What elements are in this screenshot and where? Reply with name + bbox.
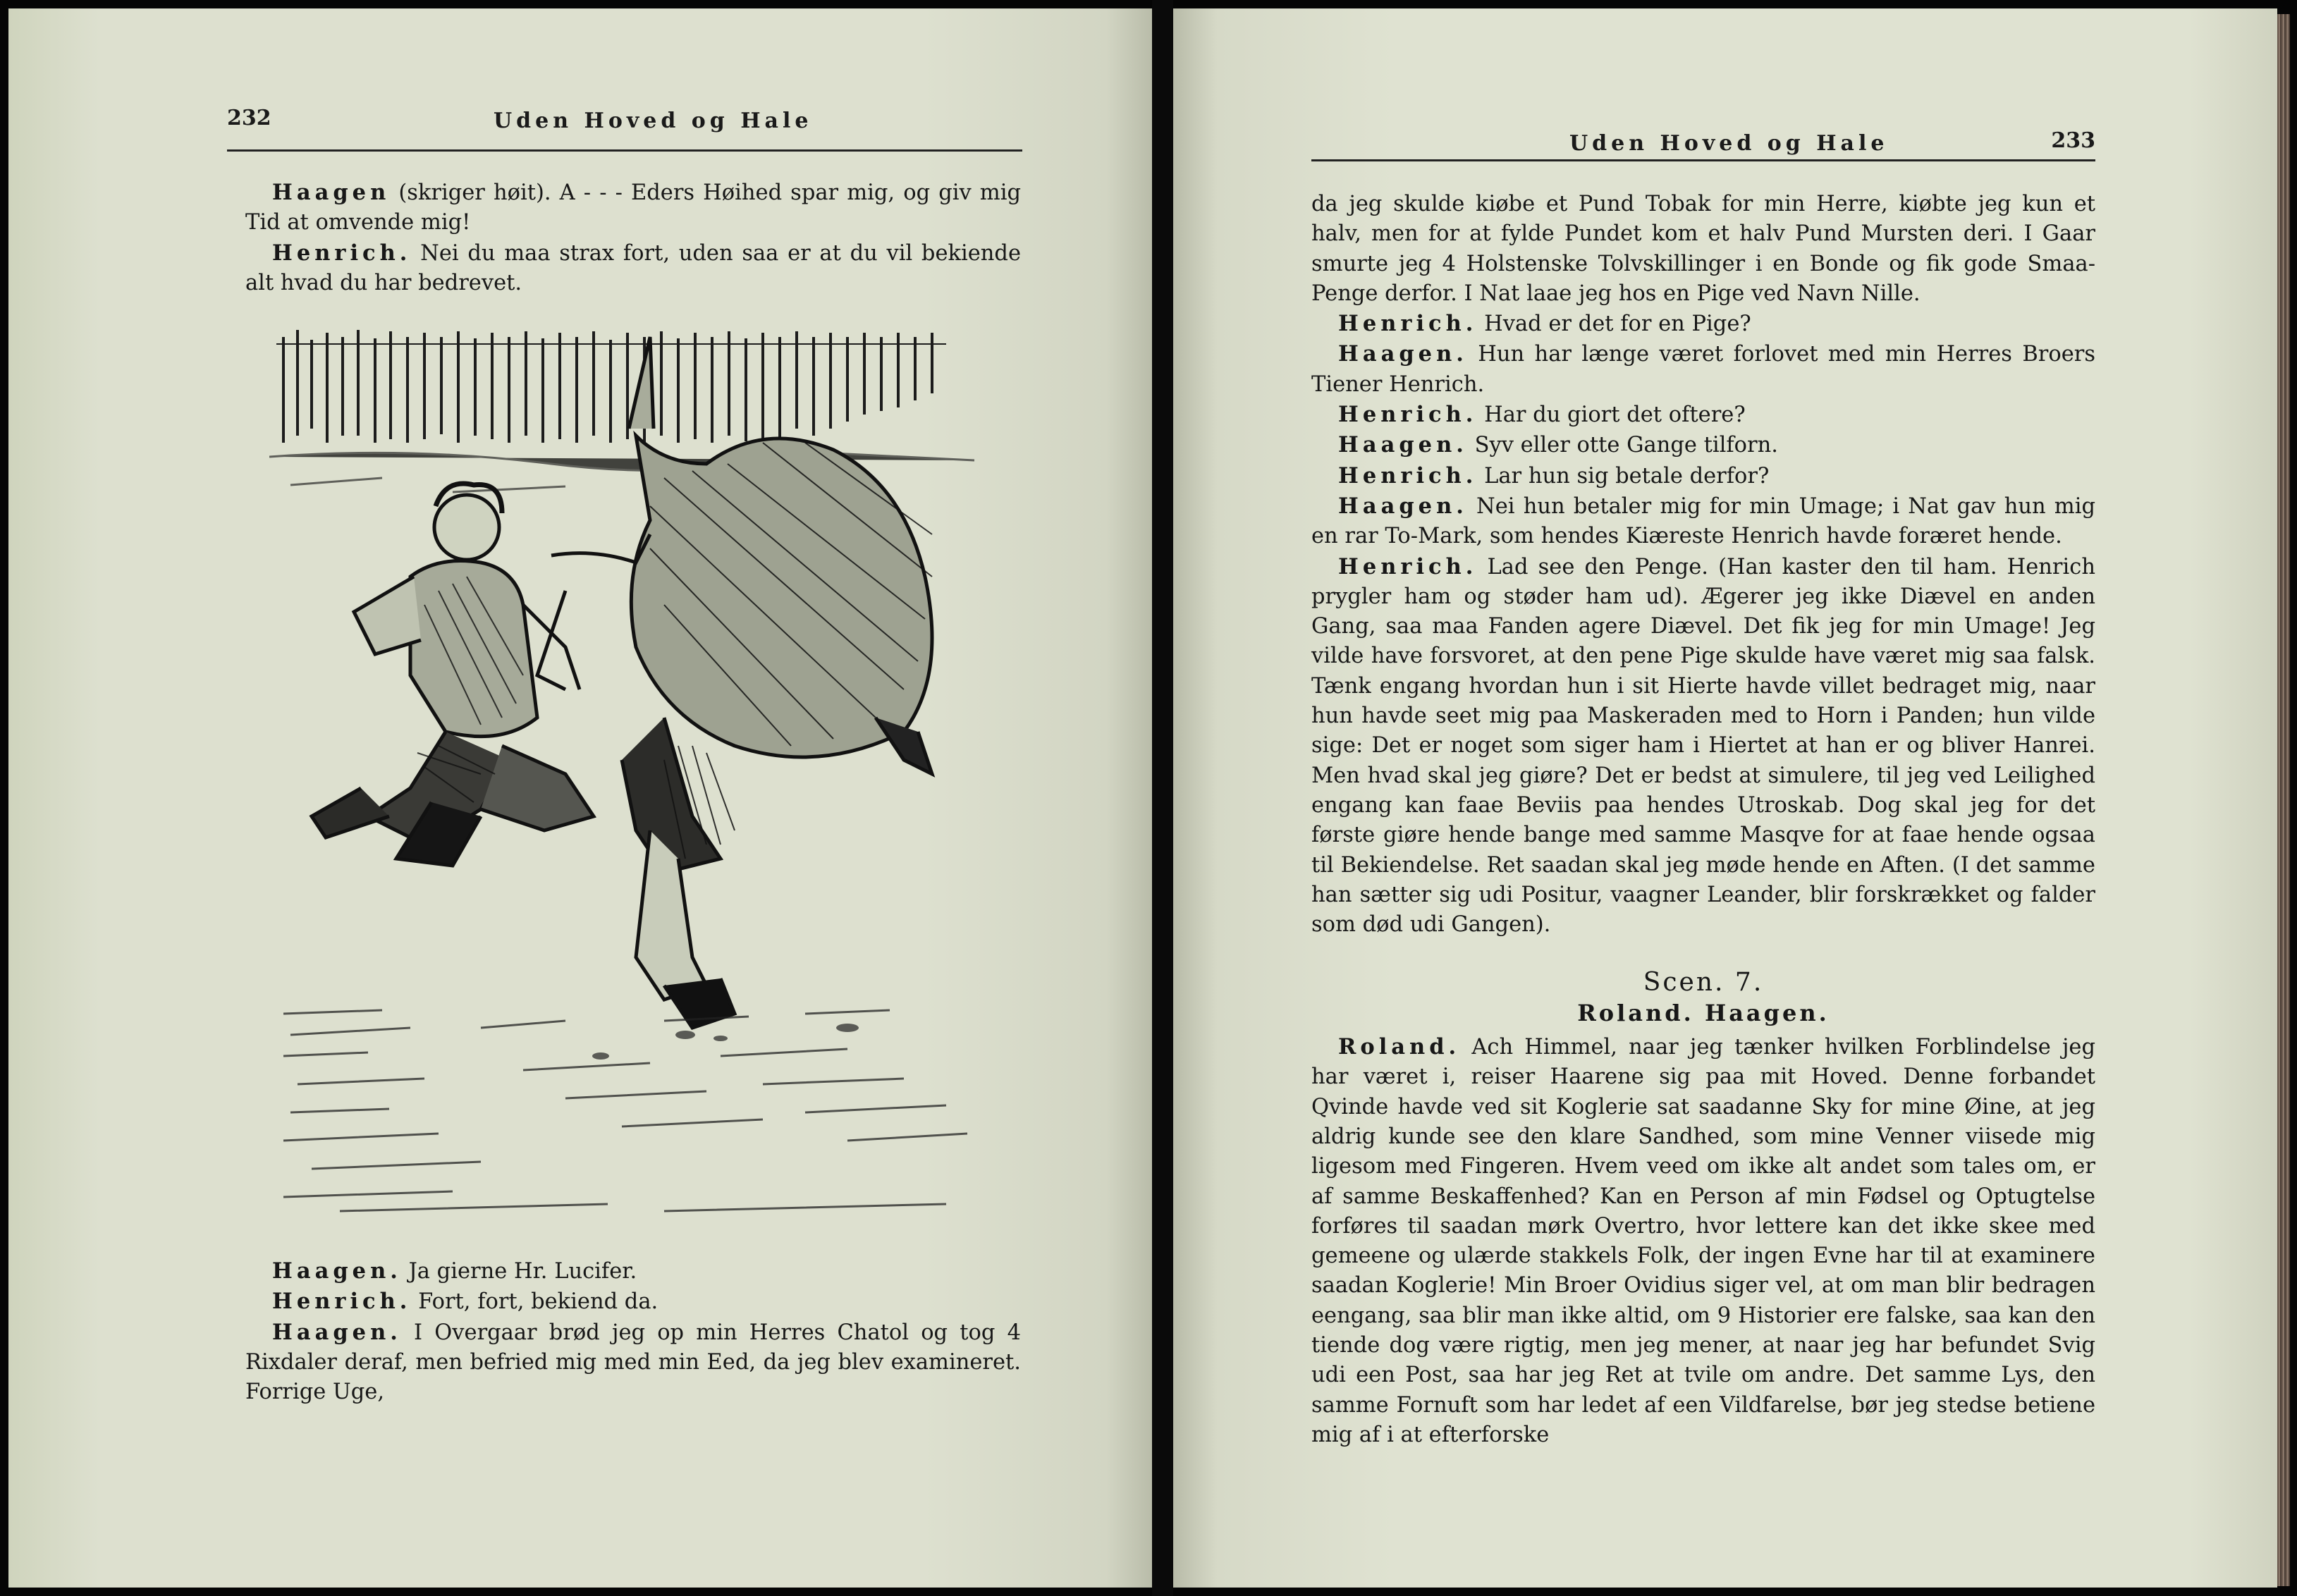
speech: I Overgaar brød jeg op min Herres Chatol og tog 4 Rixdaler deraf, men befried mig med min Eed, da jeg blev examineret. Forrige Uge,: [245, 1320, 1021, 1405]
paragraph: [1311, 1032, 2095, 1450]
speaker: Henrich.: [1338, 311, 1478, 337]
speech: da jeg skulde kiøbe et Pund Tobak for min Herre, kiøbte jeg kun et halv, men for at fylde Pundet kom et halv Pund Mursten deri. I Gaar smurte jeg 4 Holstenske Tolvskillinger i en Bonde og fik gode Smaa-Penge derfor. I Nat laae jeg hos en Pige ved Navn Nille.: [1311, 192, 2095, 306]
speech: Syv eller otte Gange tilforn.: [1467, 433, 1778, 458]
left-header-rule: [227, 149, 1022, 152]
speaker: Henrich.: [1338, 402, 1478, 428]
left-running-head: [227, 106, 1022, 134]
right-page-number: 233: [2051, 128, 2095, 153]
left-bottom-text: [245, 1256, 1021, 1407]
speaker: Haagen.: [272, 1319, 402, 1345]
left-running-title: Uden Hoved og Hale: [494, 109, 813, 133]
right-running-head: [1311, 128, 2095, 156]
speaker: Haagen.: [1338, 432, 1468, 458]
paragraph: [1311, 430, 2095, 460]
speaker: Haagen.: [272, 1258, 402, 1284]
paragraph: [1311, 309, 2095, 339]
speaker: Haagen.: [1338, 341, 1468, 367]
speaker: Henrich.: [1338, 553, 1478, 579]
scene-persons: Roland. Haagen.: [1577, 999, 1830, 1026]
right-header-rule: [1311, 159, 2095, 161]
paragraph: [245, 178, 1021, 238]
paragraph: [1311, 339, 2095, 400]
speech: (skriger høit). A - - - Eders Høihed spar mig, og giv mig Tid at omvende mig!: [245, 180, 1021, 235]
right-page: [1173, 8, 2277, 1588]
speaker: Henrich.: [272, 240, 412, 266]
speaker: Henrich.: [272, 1289, 412, 1315]
speech: Lad see den Penge. (Han kaster den til ham. Henrich prygler ham og støder ham ud). Ægerer jeg ikke Diævel en anden Gang, saa maa Fanden agere Diævel. Det fik jeg for min Umage! Jeg vilde have forsvoret, at den pene Pige skulde have været mig saa falsk. Tænk engang hvordan hun i sit Hierte havde villet bedraget mig, naar hun havde seet mig paa Maskeraden med to Horn i Panden; hun vilde sige: Det er noget som siger ham i Hiertet at han er og bliver Hanrei. Men hvad skal jeg giøre? Det er bedst at simulere, til jeg ved Leilighed engang kan faae Beviis paa hendes Utroskab. Dog skal jeg for det første giøre hende bange med samme Masqve for at faae hende ogsaa til Bekiendelse. Ret saadan skal jeg møde hende en Aften. (I det samme han sætter sig udi Positur, vaagner Leander, blir forskrækket og falder som død udi Gangen).: [1311, 554, 2095, 938]
paragraph: [1311, 491, 2095, 552]
speaker: Haagen: [272, 180, 391, 205]
paragraph: [1311, 552, 2095, 940]
paragraph: [1311, 189, 2095, 309]
engraving-illustration: [269, 323, 981, 1239]
speech: Har du giort det oftere?: [1477, 403, 1746, 428]
paragraph: [245, 1256, 1021, 1287]
speech: Hvad er det for en Pige?: [1477, 312, 1751, 337]
right-text: [1311, 189, 2095, 1450]
speech: Fort, fort, bekiend da.: [411, 1289, 659, 1315]
speaker: Henrich.: [1338, 462, 1478, 489]
speech: Nei du maa strax fort, uden saa er at du vil bekiende alt hvad du har bedrevet.: [245, 240, 1021, 295]
right-running-title: Uden Hoved og Hale: [1569, 131, 1889, 156]
left-page: [8, 8, 1152, 1588]
paragraph: [245, 1287, 1021, 1317]
speech: Hun har længe været forlovet med min Herres Broers Tiener Henrich.: [1311, 342, 2095, 397]
left-page-number: 232: [227, 106, 271, 130]
paragraph: [1311, 461, 2095, 491]
speech: Ach Himmel, naar jeg tænker hvilken Forblindelse jeg har været i, reiser Haarene sig paa mit Hoved. Denne forbandet Qvinde havde ved sit Koglerie sat saadanne Sky for mine Øine, at jeg aldrig kunde see den klare Sandhed, som mine Venner viisede mig ligesom med Fingeren. Hvem veed om ikke alt andet som tales om, er af samme Beskaffenhed? Kan en Person af min Fødsel og Optugtelse forføres til saadan mørk Overtro, hvor lettere kan det ikke skee med gemeene og ulærde stakkels Folk, der ingen Evne har til at examinere saadan Koglerie! Min Broer Ovidius siger vel, at om man blir bedragen eengang, saa blir man ikke altid, om 9 Historier ere falske, saa kan den tiende dog være rigtig, men jeg mener, at naar jeg har befundet Svig udi een Post, saa har jeg Ret at tvile om andre. Det samme Lys, den samme Fornuft som har ledet af een Vildfarelse, bør jeg stedse betiene mig af i at efterforske: [1311, 1035, 2095, 1447]
speaker: Roland.: [1338, 1034, 1461, 1060]
paragraph: [1311, 400, 2095, 430]
paragraph: [245, 1318, 1021, 1408]
scene-heading: Scen. 7.: [1643, 968, 1764, 998]
book-gutter: [1152, 0, 1173, 1596]
speech: Lar hun sig betale derfor?: [1477, 463, 1770, 489]
page-edge-stack: [2277, 14, 2290, 1586]
left-top-text: [245, 178, 1021, 298]
speaker: Haagen.: [1338, 493, 1468, 519]
speech: Ja gierne Hr. Lucifer.: [401, 1259, 637, 1284]
speech: Nei hun betaler mig for min Umage; i Nat gav hun mig en rar To-Mark, som hendes Kiæreste Henrich havde foræret hende.: [1311, 493, 2095, 549]
paragraph: [245, 238, 1021, 299]
